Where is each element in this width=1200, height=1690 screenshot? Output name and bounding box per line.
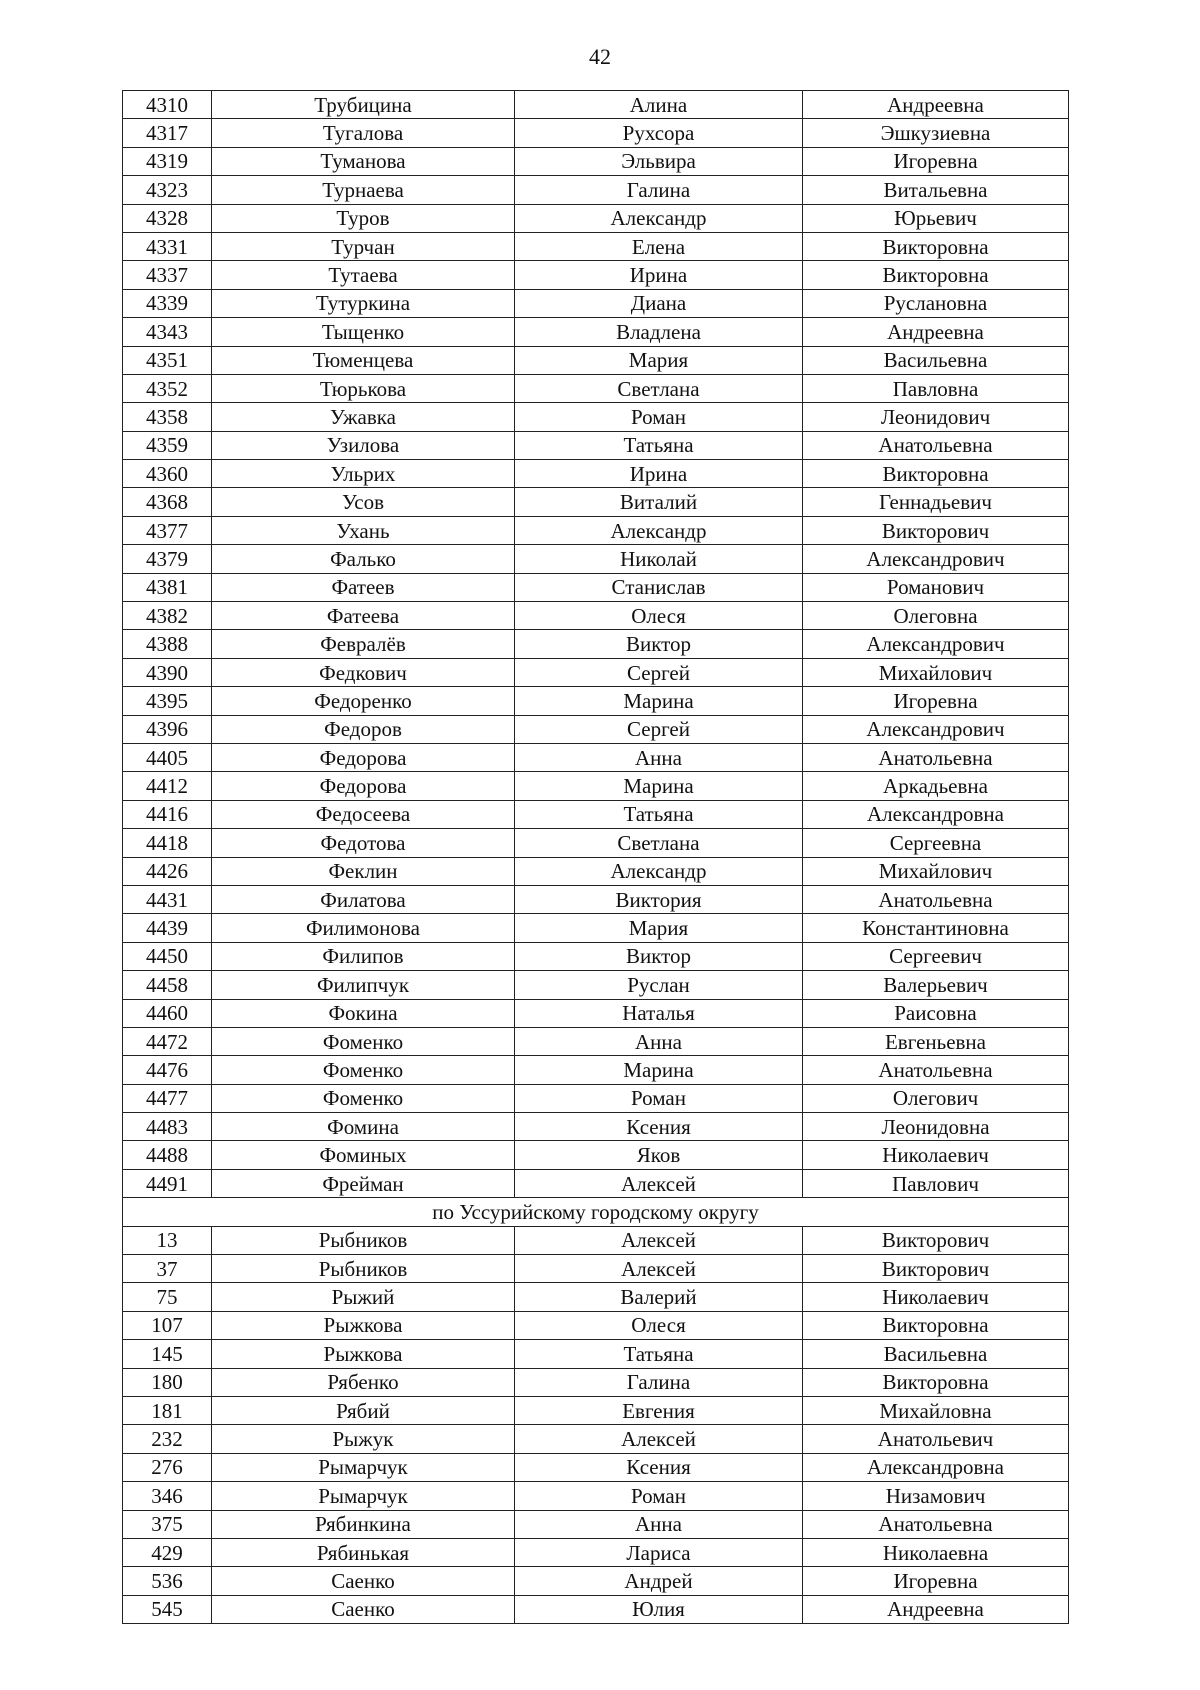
cell-number: 429 xyxy=(123,1538,212,1566)
cell-patronymic: Викторович xyxy=(803,1255,1069,1283)
cell-patronymic: Леонидовна xyxy=(803,1113,1069,1141)
table-row xyxy=(123,1595,1069,1623)
cell-first-name: Анна xyxy=(515,1510,803,1538)
table-row xyxy=(123,91,1069,119)
cell-number: 4412 xyxy=(123,772,212,800)
cell-last-name: Ульрих xyxy=(212,460,515,488)
cell-patronymic: Викторовна xyxy=(803,232,1069,260)
cell-first-name: Олеся xyxy=(515,602,803,630)
cell-number: 13 xyxy=(123,1226,212,1254)
cell-last-name: Февралёв xyxy=(212,630,515,658)
cell-patronymic: Сергеевич xyxy=(803,942,1069,970)
cell-last-name: Фатеев xyxy=(212,573,515,601)
cell-number: 4317 xyxy=(123,119,212,147)
cell-first-name: Александр xyxy=(515,857,803,885)
table-row xyxy=(123,460,1069,488)
cell-last-name: Саенко xyxy=(212,1595,515,1623)
cell-last-name: Тюрькова xyxy=(212,374,515,402)
cell-number: 4472 xyxy=(123,1027,212,1055)
table-row xyxy=(123,204,1069,232)
cell-last-name: Тутуркина xyxy=(212,289,515,317)
cell-first-name: Ксения xyxy=(515,1113,803,1141)
cell-patronymic: Анатольевна xyxy=(803,431,1069,459)
cell-patronymic: Романович xyxy=(803,573,1069,601)
table-row xyxy=(123,1113,1069,1141)
cell-patronymic: Валерьевич xyxy=(803,971,1069,999)
cell-patronymic: Николаевич xyxy=(803,1141,1069,1169)
cell-first-name: Светлана xyxy=(515,829,803,857)
cell-number: 4337 xyxy=(123,261,212,289)
cell-last-name: Тюменцева xyxy=(212,346,515,374)
cell-patronymic: Аркадьевна xyxy=(803,772,1069,800)
cell-number: 232 xyxy=(123,1425,212,1453)
cell-last-name: Турнаева xyxy=(212,176,515,204)
cell-first-name: Галина xyxy=(515,1368,803,1396)
cell-last-name: Трубицина xyxy=(212,91,515,119)
cell-last-name: Туров xyxy=(212,204,515,232)
cell-last-name: Фоменко xyxy=(212,1027,515,1055)
cell-last-name: Федотова xyxy=(212,829,515,857)
cell-number: 37 xyxy=(123,1255,212,1283)
cell-first-name: Татьяна xyxy=(515,1340,803,1368)
cell-last-name: Феклин xyxy=(212,857,515,885)
cell-first-name: Марина xyxy=(515,772,803,800)
cell-number: 4359 xyxy=(123,431,212,459)
cell-last-name: Фоминых xyxy=(212,1141,515,1169)
table-row xyxy=(123,1255,1069,1283)
table-row xyxy=(123,403,1069,431)
cell-number: 276 xyxy=(123,1453,212,1481)
cell-patronymic: Александровна xyxy=(803,800,1069,828)
cell-patronymic: Игоревна xyxy=(803,687,1069,715)
cell-patronymic: Михайловна xyxy=(803,1396,1069,1424)
cell-last-name: Тугалова xyxy=(212,119,515,147)
table-row xyxy=(123,971,1069,999)
cell-number: 4458 xyxy=(123,971,212,999)
cell-last-name: Рыбников xyxy=(212,1226,515,1254)
cell-number: 4439 xyxy=(123,914,212,942)
cell-patronymic: Викторовна xyxy=(803,1368,1069,1396)
table-row xyxy=(123,431,1069,459)
cell-number: 4310 xyxy=(123,91,212,119)
cell-patronymic: Андреевна xyxy=(803,1595,1069,1623)
cell-first-name: Алексей xyxy=(515,1169,803,1197)
table-row xyxy=(123,1141,1069,1169)
table-row xyxy=(123,942,1069,970)
cell-last-name: Тутаева xyxy=(212,261,515,289)
cell-first-name: Владлена xyxy=(515,318,803,346)
cell-first-name: Станислав xyxy=(515,573,803,601)
table-row xyxy=(123,658,1069,686)
cell-first-name: Роман xyxy=(515,1482,803,1510)
table-row xyxy=(123,545,1069,573)
cell-patronymic: Николаевич xyxy=(803,1283,1069,1311)
cell-first-name: Александр xyxy=(515,204,803,232)
table-row xyxy=(123,630,1069,658)
cell-first-name: Алексей xyxy=(515,1425,803,1453)
cell-last-name: Фоменко xyxy=(212,1056,515,1084)
table-row xyxy=(123,176,1069,204)
cell-patronymic: Александрович xyxy=(803,630,1069,658)
cell-number: 4343 xyxy=(123,318,212,346)
cell-first-name: Ирина xyxy=(515,261,803,289)
cell-last-name: Рымарчук xyxy=(212,1453,515,1481)
cell-first-name: Мария xyxy=(515,346,803,374)
cell-number: 4476 xyxy=(123,1056,212,1084)
cell-first-name: Руслан xyxy=(515,971,803,999)
cell-number: 4358 xyxy=(123,403,212,431)
cell-patronymic: Эшкузиевна xyxy=(803,119,1069,147)
cell-patronymic: Константиновна xyxy=(803,914,1069,942)
cell-patronymic: Михайлович xyxy=(803,857,1069,885)
cell-last-name: Филимонова xyxy=(212,914,515,942)
table-row xyxy=(123,914,1069,942)
table-row xyxy=(123,1311,1069,1339)
table-row xyxy=(123,318,1069,346)
cell-last-name: Рябинкина xyxy=(212,1510,515,1538)
section-title: по Уссурийскому городскому округу xyxy=(123,1198,1069,1226)
cell-first-name: Александр xyxy=(515,516,803,544)
cell-last-name: Филипчук xyxy=(212,971,515,999)
cell-number: 4351 xyxy=(123,346,212,374)
cell-number: 4360 xyxy=(123,460,212,488)
cell-first-name: Андрей xyxy=(515,1567,803,1595)
cell-first-name: Ксения xyxy=(515,1453,803,1481)
cell-first-name: Наталья xyxy=(515,999,803,1027)
cell-patronymic: Анатольевич xyxy=(803,1425,1069,1453)
cell-patronymic: Андреевна xyxy=(803,91,1069,119)
cell-patronymic: Юрьевич xyxy=(803,204,1069,232)
cell-patronymic: Раисовна xyxy=(803,999,1069,1027)
cell-last-name: Фокина xyxy=(212,999,515,1027)
cell-patronymic: Васильевна xyxy=(803,1340,1069,1368)
table-row xyxy=(123,800,1069,828)
cell-last-name: Тыщенко xyxy=(212,318,515,346)
cell-first-name: Евгения xyxy=(515,1396,803,1424)
cell-number: 545 xyxy=(123,1595,212,1623)
cell-patronymic: Михайлович xyxy=(803,658,1069,686)
cell-last-name: Фрейман xyxy=(212,1169,515,1197)
cell-last-name: Ухань xyxy=(212,516,515,544)
cell-first-name: Роман xyxy=(515,1084,803,1112)
cell-patronymic: Руслановна xyxy=(803,289,1069,317)
cell-patronymic: Леонидович xyxy=(803,403,1069,431)
section-row xyxy=(123,1198,1069,1226)
cell-number: 4460 xyxy=(123,999,212,1027)
table-row xyxy=(123,1169,1069,1197)
cell-patronymic: Александрович xyxy=(803,715,1069,743)
cell-first-name: Виктор xyxy=(515,942,803,970)
cell-last-name: Федкович xyxy=(212,658,515,686)
cell-last-name: Федорова xyxy=(212,772,515,800)
table-row xyxy=(123,289,1069,317)
table-row xyxy=(123,1368,1069,1396)
table-row xyxy=(123,687,1069,715)
cell-last-name: Рябенко xyxy=(212,1368,515,1396)
table-row xyxy=(123,1538,1069,1566)
cell-number: 4319 xyxy=(123,147,212,175)
cell-last-name: Узилова xyxy=(212,431,515,459)
cell-patronymic: Игоревна xyxy=(803,1567,1069,1595)
cell-last-name: Фоменко xyxy=(212,1084,515,1112)
cell-number: 4339 xyxy=(123,289,212,317)
cell-patronymic: Геннадьевич xyxy=(803,488,1069,516)
table-row xyxy=(123,602,1069,630)
cell-last-name: Рыбников xyxy=(212,1255,515,1283)
cell-number: 4431 xyxy=(123,885,212,913)
cell-first-name: Виктор xyxy=(515,630,803,658)
cell-first-name: Диана xyxy=(515,289,803,317)
cell-first-name: Анна xyxy=(515,743,803,771)
cell-number: 4377 xyxy=(123,516,212,544)
cell-first-name: Татьяна xyxy=(515,431,803,459)
cell-last-name: Филипов xyxy=(212,942,515,970)
roster-table xyxy=(122,90,1069,1624)
cell-first-name: Виталий xyxy=(515,488,803,516)
cell-last-name: Федоров xyxy=(212,715,515,743)
cell-patronymic: Викторовна xyxy=(803,261,1069,289)
table-row xyxy=(123,232,1069,260)
cell-first-name: Сергей xyxy=(515,715,803,743)
table-row xyxy=(123,1283,1069,1311)
cell-patronymic: Анатольевна xyxy=(803,743,1069,771)
table-row xyxy=(123,147,1069,175)
cell-number: 75 xyxy=(123,1283,212,1311)
table-row xyxy=(123,1027,1069,1055)
cell-number: 4450 xyxy=(123,942,212,970)
cell-number: 4328 xyxy=(123,204,212,232)
table-row xyxy=(123,374,1069,402)
cell-patronymic: Низамович xyxy=(803,1482,1069,1510)
cell-number: 4395 xyxy=(123,687,212,715)
cell-last-name: Фатеева xyxy=(212,602,515,630)
cell-number: 4483 xyxy=(123,1113,212,1141)
cell-last-name: Саенко xyxy=(212,1567,515,1595)
table-row xyxy=(123,1567,1069,1595)
table-row xyxy=(123,857,1069,885)
cell-first-name: Алина xyxy=(515,91,803,119)
cell-patronymic: Викторовна xyxy=(803,460,1069,488)
table-row xyxy=(123,1226,1069,1254)
cell-first-name: Алексей xyxy=(515,1226,803,1254)
cell-first-name: Алексей xyxy=(515,1255,803,1283)
cell-patronymic: Павловна xyxy=(803,374,1069,402)
table-row xyxy=(123,1453,1069,1481)
cell-number: 145 xyxy=(123,1340,212,1368)
cell-number: 536 xyxy=(123,1567,212,1595)
table-row xyxy=(123,1056,1069,1084)
table-row xyxy=(123,261,1069,289)
cell-last-name: Рябинькая xyxy=(212,1538,515,1566)
cell-first-name: Олеся xyxy=(515,1311,803,1339)
table-row xyxy=(123,488,1069,516)
cell-patronymic: Викторович xyxy=(803,516,1069,544)
cell-number: 4396 xyxy=(123,715,212,743)
cell-patronymic: Анатольевна xyxy=(803,885,1069,913)
cell-first-name: Анна xyxy=(515,1027,803,1055)
cell-first-name: Рухсора xyxy=(515,119,803,147)
table-row xyxy=(123,1396,1069,1424)
cell-first-name: Лариса xyxy=(515,1538,803,1566)
cell-number: 4352 xyxy=(123,374,212,402)
cell-number: 4491 xyxy=(123,1169,212,1197)
cell-first-name: Яков xyxy=(515,1141,803,1169)
cell-last-name: Федосеева xyxy=(212,800,515,828)
cell-patronymic: Олеговна xyxy=(803,602,1069,630)
cell-patronymic: Николаевна xyxy=(803,1538,1069,1566)
cell-patronymic: Викторовна xyxy=(803,1311,1069,1339)
cell-patronymic: Витальевна xyxy=(803,176,1069,204)
cell-last-name: Фомина xyxy=(212,1113,515,1141)
table-row xyxy=(123,715,1069,743)
cell-last-name: Усов xyxy=(212,488,515,516)
table-row xyxy=(123,1084,1069,1112)
cell-last-name: Рябий xyxy=(212,1396,515,1424)
table-row xyxy=(123,573,1069,601)
cell-first-name: Роман xyxy=(515,403,803,431)
cell-last-name: Туманова xyxy=(212,147,515,175)
table-row xyxy=(123,346,1069,374)
cell-patronymic: Викторович xyxy=(803,1226,1069,1254)
cell-first-name: Марина xyxy=(515,1056,803,1084)
cell-number: 4405 xyxy=(123,743,212,771)
cell-number: 181 xyxy=(123,1396,212,1424)
table-row xyxy=(123,119,1069,147)
cell-number: 4416 xyxy=(123,800,212,828)
cell-number: 4323 xyxy=(123,176,212,204)
table-row xyxy=(123,1340,1069,1368)
cell-number: 4388 xyxy=(123,630,212,658)
cell-last-name: Филатова xyxy=(212,885,515,913)
cell-last-name: Федорова xyxy=(212,743,515,771)
cell-last-name: Федоренко xyxy=(212,687,515,715)
cell-first-name: Юлия xyxy=(515,1595,803,1623)
cell-first-name: Сергей xyxy=(515,658,803,686)
cell-first-name: Ирина xyxy=(515,460,803,488)
table-row xyxy=(123,1482,1069,1510)
cell-first-name: Виктория xyxy=(515,885,803,913)
cell-first-name: Светлана xyxy=(515,374,803,402)
table-row xyxy=(123,1425,1069,1453)
cell-number: 4488 xyxy=(123,1141,212,1169)
cell-last-name: Рымарчук xyxy=(212,1482,515,1510)
cell-last-name: Рыжий xyxy=(212,1283,515,1311)
cell-number: 4368 xyxy=(123,488,212,516)
cell-number: 4390 xyxy=(123,658,212,686)
table-row xyxy=(123,1510,1069,1538)
cell-last-name: Ужавка xyxy=(212,403,515,431)
cell-first-name: Николай xyxy=(515,545,803,573)
cell-number: 375 xyxy=(123,1510,212,1538)
table-row xyxy=(123,829,1069,857)
cell-patronymic: Андреевна xyxy=(803,318,1069,346)
cell-patronymic: Васильевна xyxy=(803,346,1069,374)
cell-patronymic: Александровна xyxy=(803,1453,1069,1481)
table-row xyxy=(123,743,1069,771)
cell-number: 180 xyxy=(123,1368,212,1396)
cell-first-name: Эльвира xyxy=(515,147,803,175)
table-row xyxy=(123,516,1069,544)
cell-last-name: Рыжук xyxy=(212,1425,515,1453)
cell-patronymic: Евгеньевна xyxy=(803,1027,1069,1055)
cell-number: 4418 xyxy=(123,829,212,857)
cell-first-name: Валерий xyxy=(515,1283,803,1311)
cell-number: 4382 xyxy=(123,602,212,630)
roster-body xyxy=(123,91,1069,1624)
cell-patronymic: Сергеевна xyxy=(803,829,1069,857)
cell-patronymic: Игоревна xyxy=(803,147,1069,175)
cell-first-name: Галина xyxy=(515,176,803,204)
table-row xyxy=(123,999,1069,1027)
cell-number: 346 xyxy=(123,1482,212,1510)
cell-number: 4331 xyxy=(123,232,212,260)
cell-number: 4381 xyxy=(123,573,212,601)
page-number: 42 xyxy=(589,44,611,69)
cell-last-name: Рыжкова xyxy=(212,1311,515,1339)
cell-first-name: Марина xyxy=(515,687,803,715)
cell-patronymic: Анатольевна xyxy=(803,1056,1069,1084)
cell-first-name: Татьяна xyxy=(515,800,803,828)
cell-last-name: Турчан xyxy=(212,232,515,260)
cell-number: 4426 xyxy=(123,857,212,885)
cell-first-name: Елена xyxy=(515,232,803,260)
cell-last-name: Рыжкова xyxy=(212,1340,515,1368)
cell-number: 4477 xyxy=(123,1084,212,1112)
cell-patronymic: Анатольевна xyxy=(803,1510,1069,1538)
cell-number: 107 xyxy=(123,1311,212,1339)
cell-patronymic: Павлович xyxy=(803,1169,1069,1197)
cell-patronymic: Олегович xyxy=(803,1084,1069,1112)
table-row xyxy=(123,772,1069,800)
cell-last-name: Фалько xyxy=(212,545,515,573)
cell-first-name: Мария xyxy=(515,914,803,942)
cell-patronymic: Александрович xyxy=(803,545,1069,573)
table-row xyxy=(123,885,1069,913)
cell-number: 4379 xyxy=(123,545,212,573)
